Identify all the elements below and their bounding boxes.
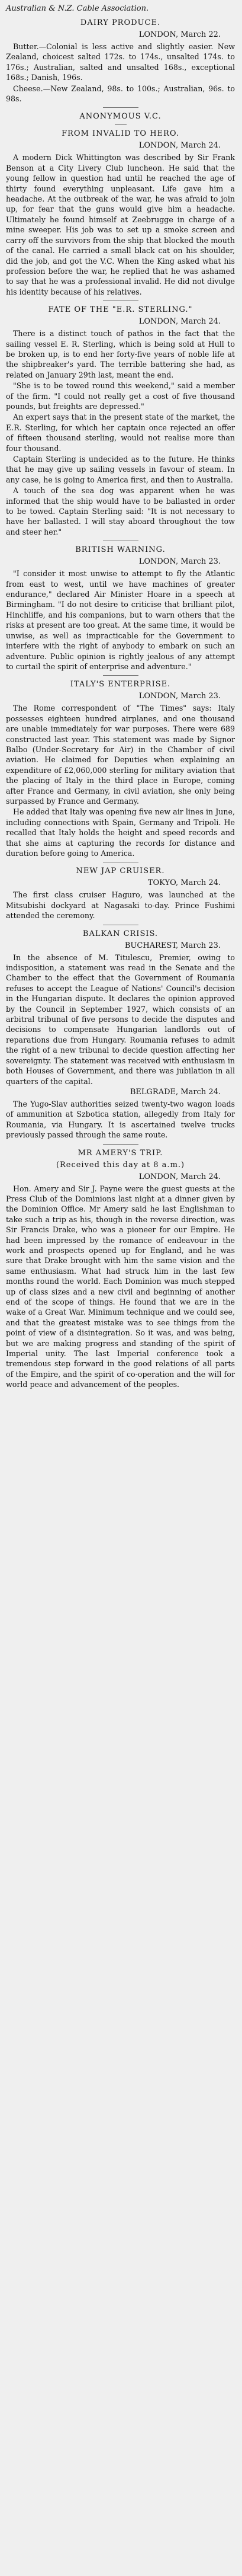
heading-divider [115,124,127,125]
article-paragraph: An expert says that in the present state of the market, the E.R. Sterling, for which her captain once rejected an offer of fifteen thousand sterling, would not realise more than four thousand. [6,413,235,453]
article-heading: FATE OF THE "E.R. STERLING." [48,305,193,315]
article-paragraph: "I consider it most unwise to attempt to fly the Atlantic from east to west, until we have machines of greater endurance," declared Air Minister Hoare in a speech at Birmingham. "I do not desire to criticise that brilliant pilot, Hinchliffe, and his companions, but to warn others that the risks at present are too great. At the same time, it would be unwise, as well as impracticable for the Government to interfere with the right of anybody to embark on such an adventure. Public opinion is rightly jealous of any attempt to curtail the spirit of enterprise and adventure." [6,569,235,671]
article-paragraph: In the absence of M. Titulescu, Premier, owing to indisposition, a statement was read in the Senate and the Chamber to the effect that the Government of Roumania refuses to accept the League of Nations' Council's decision in the Hungarian dispute. It declares the opinion approved by the Council in September 1927, which consists of an arbitral tribunal of five persons to decide the disputes and decisions to compensate Hungarian landlords out of reparations due from Hungary. Roumania refuses to admit the right of a new tribunal to decide question affecting her sovereignty. The statement was received with enthusiasm in both Houses of Government, and there was jubilation in all quarters of the capital. [6,953,235,1086]
article-paragraph: Hon. Amery and Sir J. Payne were the guest guests at the Press Club of the Dominions last night at a dinner given by the Dominion Office. Mr Amery said he last Englishman to take such a trip as his, though in the reverse direction, was Sir Francis Drake, who was a pioneer for our Empire. He had been impressed by the romance of endeavour in the work and prospects opened up for England, and he was sure that Drake brought with him the same vision and the same enthusiasm. What had struck him in the last few months round the world. Each Dominion was much stepped up of class sizes and a new civil and beginning of another end of the scope of things. He found that we are in the wake of a Great War. Minimum technique and we could see, and that the greatest mistake was to see things from the point of view of a disintegration. So it was, and was being, but we are making progress and standing of the spirit of Imperial unity. The last Imperial conference took a tremendous step forward in the good relations of all parts of the Empire, and the spirit of co-operation and the will for world peace and advancement of the peoples. [6,1184,235,1389]
article-paragraph: The first class cruiser Haguro, was launched at the Mitsubishi dockyard at Nagasaki to-day. Prince Fushimi attended the ceremony. [6,890,235,921]
article-dateline: BUCHAREST, March 23. [124,941,221,950]
article-subheading: FROM INVALID TO HERO. [62,129,179,139]
article-paragraph: A touch of the sea dog was apparent when he was informed that the ship would have to be ballasted in order to be towed. Captain Sterling said: "It is not necessary to have her ballasted. I will stay aboard throughout the tow and steer her." [6,486,235,536]
article-dateline: LONDON, March 24. [138,1172,221,1181]
article-paragraph: A modern Dick Whittington was described by Sir Frank Benson at a City Livery Club luncheon. He said that the young fellow in question had until he reached the age of thirty found everything unpleasant. Life gave him a headache. At the outbreak of the war, he was afraid to join up, for fear that the guns would give him a headache. Ultimately he found himself at Zeebrugge in charge of a mine sweeper. His job was to set up a smoke screen and carry off the survivors from the ship that blocked the mouth of the canal. He carried a small black cat on his shoulder, did the job, and got the V.C. When the King asked what his profession before the war, he replied that he was ashamed to say that he was a professional invalid. He did not divulge his identity because of his relatives. [6,153,235,296]
article-heading: ITALY'S ENTERPRISE. [70,680,171,689]
article-dateline: LONDON, March 23. [138,557,221,567]
article-dateline: TOKYO, March 24. [147,878,221,888]
article-paragraph: The Yugo-Slav authorities seized twenty-two wagon loads of ammunition at Szbotica station, allegedly from Italy for Roumania, via Hungary. It is ascertained twelve trucks previously passed through the same route. [6,1099,235,1140]
article-dateline: BELGRADE, March 24. [130,1087,221,1097]
article-british-warning [6,545,235,672]
article-paragraph: The Rome correspondent of "The Times" says: Italy possesses eighteen hundred airplanes, and one thousand are unable immediately for war purposes. There were 689 constructed last year. This statement was made by Signor Balbo (Under-Secretary for Air) in the Chamber of civil aviation. He claimed for Deputies when explaining an expenditure of £2,060,000 sterling for military aviation that the placing of Italy in the third place in Europe, coming after France and Germany, in civil aviation, she only being surpassed by France and Germany. [6,704,235,806]
article-heading: MR AMERY'S TRIP. [78,1148,163,1158]
article-jap-cruiser [6,866,235,921]
article-dateline: LONDON, March 24. [138,317,221,327]
article-dateline: LONDON, March 24. [138,141,221,151]
article-paragraph: Captain Sterling is undecided as to the future. He thinks that he may give up sailing vessels in favour of steam. In any case, he is going to America first, and then to Australia. [6,455,235,484]
article-paragraph: Cheese.—New Zealand, 98s. to 100s.; Australian, 96s. to 98s. [6,84,235,104]
article-paragraph: There is a distinct touch of pathos in the fact that the sailing vessel E. R. Sterling, which is being sold at Hull to be broken up, is to end her forty-five years of noble life at the shipbreaker's yard. The terrible battering she had, as related on January 29th last, meant the end. [6,329,235,379]
article-dateline: LONDON, March 22. [138,30,221,39]
article-balkan-crisis [6,929,235,1140]
article-heading: DAIRY PRODUCE. [80,18,161,27]
article-italy-enterprise [6,679,235,858]
article-dairy-produce [6,18,235,104]
section-divider [103,107,138,108]
article-paragraph: Butter.—Colonial is less active and slightly easier. New Zealand, choicest salted 172s. to 174s., unsalted 174s. to 176s.; Australian, salted and unsalted 168s., exceptional 168s.; Danish, 196s. [6,42,235,82]
article-amery-trip [6,1148,235,1390]
section-divider [103,1144,138,1145]
article-sterling [6,305,235,537]
article-heading: BRITISH WARNING. [75,545,166,555]
article-heading: BALKAN CRISIS. [82,929,159,938]
article-heading: ANONYMOUS V.C. [79,112,162,122]
article-anonymous-vc [6,111,235,297]
article-paragraph: "She is to be towed round this weekend," said a member of the firm. "I could not really get a cost of five thousand pounds, but freights are depressed." [6,381,235,411]
article-paragraph: He added that Italy was opening five new air lines in June, including connections with Spain, Germany and Tripoli. He recalled that Italy holds the height and speed records and that she aims at capturing the records for distance and duration before going to America. [6,807,235,858]
article-subheading: (Received this day at 8 a.m.) [56,1160,185,1169]
section-divider [103,675,138,676]
byline: Australian & N.Z. Cable Association. [6,4,149,13]
article-dateline: LONDON, March 23. [138,692,221,701]
article-heading: NEW JAP CRUISER. [76,867,165,876]
